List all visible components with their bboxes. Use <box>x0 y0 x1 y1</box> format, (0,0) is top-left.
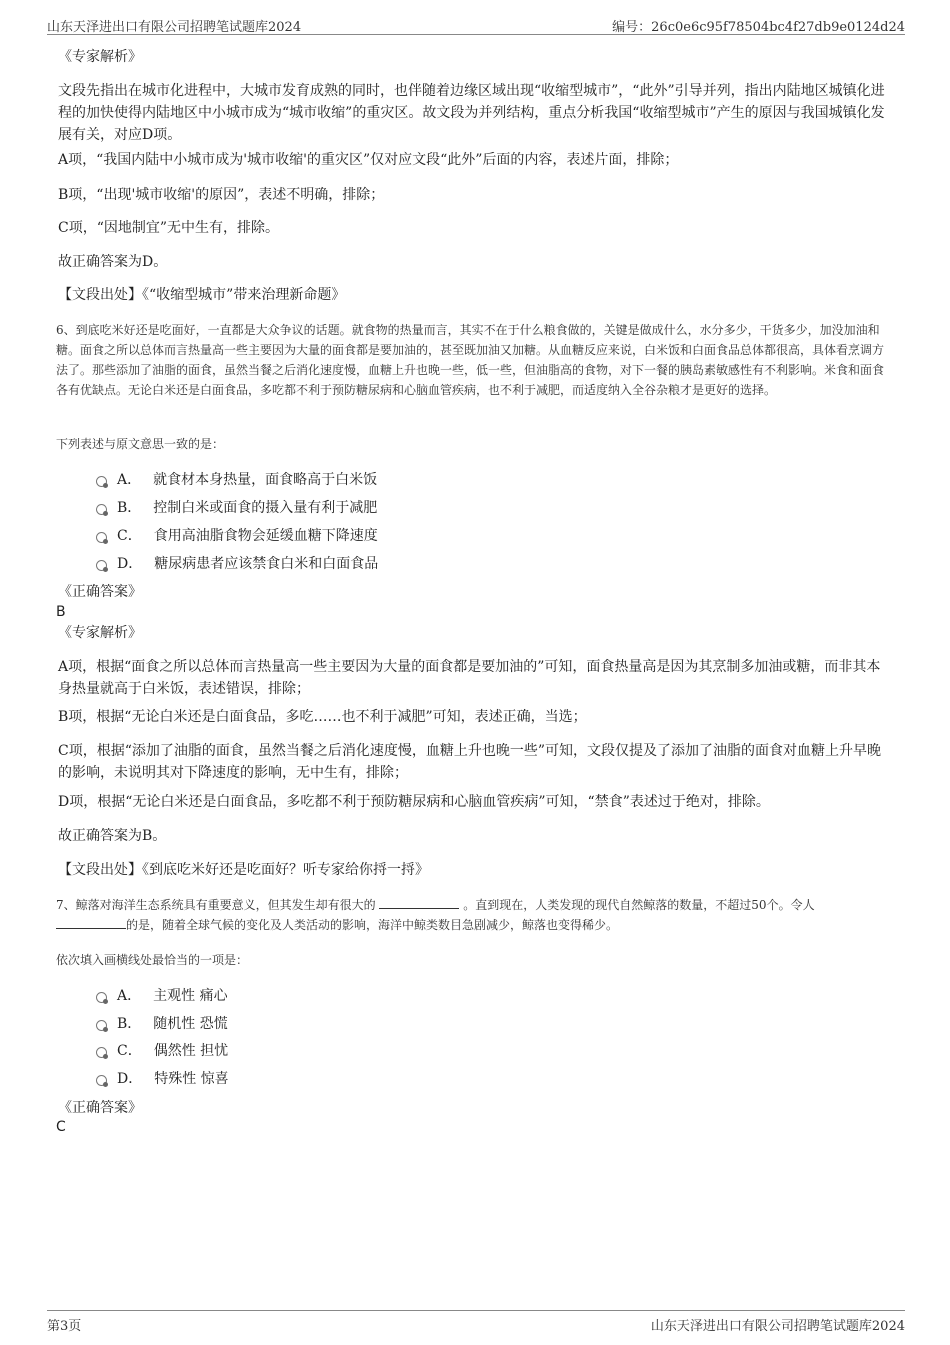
radio-icon[interactable] <box>96 560 107 571</box>
q7-question: 依次填入画横线处最恰当的一项是： <box>56 953 249 967</box>
fill-blank-1[interactable] <box>379 896 459 909</box>
radio-icon[interactable] <box>96 532 107 543</box>
fill-blank-2[interactable] <box>56 916 126 929</box>
radio-icon[interactable] <box>96 992 107 1003</box>
radio-icon[interactable] <box>96 1075 107 1086</box>
q6-analysis-c: C项，根据“添加了油脂的面食，虽然当餐之后消化速度慢，血糖上升也晚一些”可知，文段仅提及了添加了油脂的面食对血糖上升早晚的影响，未说明其对下降速度的影响，无中生有，排除； <box>58 743 882 781</box>
header-doc-id: 编号：26c0e6c95f78504bc4f27db9e0124d24 <box>612 20 905 35</box>
q5-analysis-c: C项，“因地制宜”无中生有，排除。 <box>58 220 280 236</box>
q6-option-c[interactable]: C． 食用高油脂食物会延缓血糖下降速度 <box>96 525 378 545</box>
q7-option-c[interactable]: C． 偶然性 担忧 <box>96 1040 228 1060</box>
q6-option-d[interactable]: D． 糖尿病患者应该禁食白米和白面食品 <box>96 553 378 573</box>
q6-analysis-a: A项，根据“面食之所以总体而言热量高一些主要因为大量的面食都是要加油的”可知，面食热量高是因为其烹制多加油或糖，而非其本身热量就高于白米饭，表述错误，排除； <box>58 659 881 697</box>
q6-option-b[interactable]: B． 控制白米或面食的摄入量有利于减肥 <box>96 497 377 517</box>
q5-source: 【文段出处】《“收缩型城市”带来治理新命题》 <box>58 287 346 303</box>
q7-stem: 7、鲸落对海洋生态系统具有重要意义，但其发生却有很大的 。直到现在，人类发现的现代自然鲸落的数量，不超过50个。令人 的是，随着全球气候的变化及人类活动的影响，海洋中鲸类数目急剧减少，鲸落也变得稀少。 <box>56 898 815 932</box>
q6-conclusion: 故正确答案为B。 <box>58 828 167 844</box>
q6-analysis-label: 《专家解析》 <box>58 625 142 641</box>
q6-question: 下列表述与原文意思一致的是： <box>56 437 225 451</box>
footer-title: 山东天泽进出口有限公司招聘笔试题库2024 <box>650 1319 905 1334</box>
radio-icon[interactable] <box>96 476 107 487</box>
q7-option-a[interactable]: A． 主观性 痛心 <box>96 985 228 1005</box>
q7-option-b[interactable]: B． 随机性 恐慌 <box>96 1013 228 1033</box>
q5-conclusion: 故正确答案为D。 <box>58 254 168 270</box>
q6-answer: B <box>56 604 66 620</box>
q5-analysis-a: A项，“我国内陆中小城市成为'城市收缩'的重灾区”仅对应文段“此外”后面的内容，表述片面，排除； <box>58 152 679 168</box>
q6-analysis-d: D项，根据“无论白米还是白面食品，多吃都不利于预防糖尿病和心脑血管疾病”可知，“禁食”表述过于绝对，排除。 <box>58 794 770 810</box>
q7-answer: C <box>56 1119 66 1135</box>
q7-option-d[interactable]: D． 特殊性 惊喜 <box>96 1068 229 1088</box>
q5-analysis-b: B项，“出现'城市收缩'的原因”，表述不明确，排除； <box>58 187 385 203</box>
q6-option-a[interactable]: A． 就食材本身热量，面食略高于白米饭 <box>96 469 377 489</box>
q5-analysis-paragraph: 文段先指出在城市化进程中，大城市发育成熟的同时，也伴随着边缘区域出现“收缩型城市”，“此外”引导并列，指出内陆地区城镇化进程的加快使得内陆地区中小城市成为“城市收缩”的重灾区。故文段为并列结构，重点分析我国“收缩型城市”产生的原因与我国城镇化发展有关，对应D项。 <box>58 83 885 143</box>
footer-page-number: 第3页 <box>47 1319 82 1334</box>
q6-stem: 6、到底吃米好还是吃面好，一直都是大众争议的话题。就食物的热量而言，其实不在于什么粮食做的，关键是做成什么，水分多少，干货多少，加没加油和糖。面食之所以总体而言热量高一些主要因为大量的面食都是要加油的，甚至既加油又加糖。从血糖反应来说，白米饭和白面食品总体都很高，具体看烹调方法了。那些添加了油脂的面食，虽然当餐之后消化速度慢，血糖上升也晚一些，低一些，但油脂高的食物，对下一餐的胰岛素敏感性有不利影响。米食和面食各有优缺点。无论白米还是白面食品，多吃都不利于预防糖尿病和心脑血管疾病，也不利于减肥，而适度纳入全谷杂粮才是更好的选择。 <box>56 323 885 397</box>
header-title: 山东天泽进出口有限公司招聘笔试题库2024 <box>47 20 302 35</box>
radio-icon[interactable] <box>96 1020 107 1031</box>
page-header <box>47 14 905 35</box>
q7-answer-label: 《正确答案》 <box>58 1100 142 1116</box>
q6-source: 【文段出处】《到底吃米好还是吃面好？听专家给你捋一捋》 <box>58 862 429 878</box>
q6-analysis-b: B项，根据“无论白米还是白面食品，多吃……也不利于减肥”可知，表述正确，当选； <box>58 709 587 725</box>
radio-icon[interactable] <box>96 504 107 515</box>
q5-analysis-label: 《专家解析》 <box>58 49 142 65</box>
page-footer <box>47 1310 905 1334</box>
q6-answer-label: 《正确答案》 <box>58 584 142 600</box>
radio-icon[interactable] <box>96 1047 107 1058</box>
